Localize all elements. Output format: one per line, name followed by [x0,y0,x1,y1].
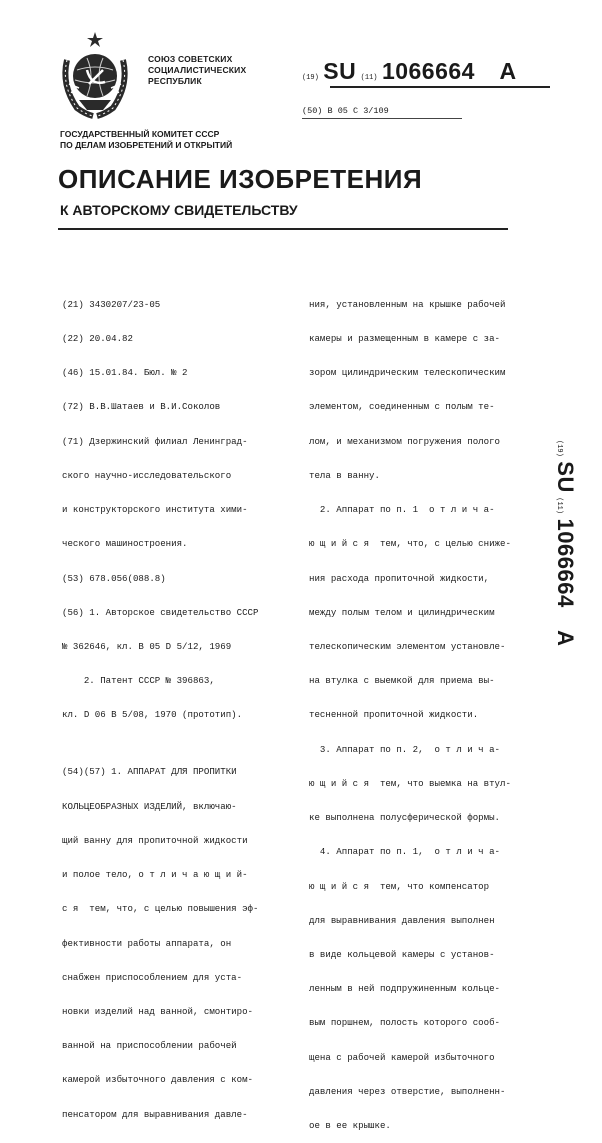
text-line: на втулка с выемкой для приема вы- [309,675,495,687]
text-line: 3. Аппарат по п. 2, о т л и ч а- [309,743,500,755]
left-column [62,276,258,1131]
text-line: вым поршнем, полость которого сооб- [309,1017,500,1029]
text-line: (22) 20.04.82 [62,333,133,345]
text-line: ю щ и й с я тем, что, с целью сниже- [309,538,511,550]
committee-name [60,129,232,151]
ipc-rule [302,118,462,119]
text-line: (54)(57) 1. АППАРАТ ДЛЯ ПРОПИТКИ [62,766,237,778]
text-line: щена с рабочей камерой избыточного [309,1051,495,1063]
vertical-kind: A [553,630,578,647]
org-name [148,54,246,87]
text-line: с я тем, что, с целью повышения эф- [62,903,259,915]
patent-country: SU [323,58,357,84]
text-line: КОЛЬЦЕОБРАЗНЫХ ИЗДЕЛИЙ, включаю- [62,800,237,812]
text-line: 2. Аппарат по п. 1 о т л и ч а- [309,504,495,516]
committee-line: ПО ДЕЛАМ ИЗОБРЕТЕНИЙ И ОТКРЫТИЙ [60,140,233,150]
text-line: 2. Патент СССР № 396863, [62,675,215,687]
text-line: и полое тело, о т л и ч а ю щ и й- [62,869,248,881]
text-line: зором цилиндрическим телескопическим [309,367,506,379]
vertical-country: SU [553,461,578,493]
document-title: ОПИСАНИЕ ИЗОБРЕТЕНИЯ [58,164,423,194]
org-line: СОЦИАЛИСТИЧЕСКИХ [148,65,247,75]
text-line: ю щ и й с я тем, что выемка на втул- [309,777,511,789]
text-line: (71) Дзержинский филиал Ленинград- [62,435,248,447]
text-line: элементом, соединенным с полым те- [309,401,495,413]
text-line: ю щ и й с я тем, что компенсатор [309,880,490,892]
vertical-code-19: (19) [555,440,563,457]
text-line: ния, установленным на крышке рабочей [309,298,506,310]
text-line: щий ванну для пропиточной жидкости [62,834,248,846]
patent-underline [330,86,550,88]
patent-number: 1066664 [381,58,475,84]
text-line: тесненной пропиточной жидкости. [309,709,479,721]
text-line: камеры и размещенным в камере с за- [309,333,500,345]
document-subtitle: К АВТОРСКОМУ СВИДЕТЕЛЬСТВУ [60,202,298,218]
code-19: (19) [302,74,319,82]
text-line: (21) 3430207/23-05 [62,298,161,310]
vertical-code-11: (11) [555,497,563,515]
text-line: (46) 15.01.84. Бюл. № 2 [62,367,188,379]
text-line: телескопическим элементом установле- [309,641,506,652]
patent-kind: A [499,58,517,84]
text-line: давления через отверстие, выполненн- [309,1085,506,1097]
ipc-classification [302,106,389,116]
text-line: ческого машиностроения. [62,538,188,550]
text-line: тела в ванну. [309,469,380,481]
text-line: между полым телом и цилиндрическим [309,606,495,618]
text-line: снабжен приспособлением для уста- [62,971,243,983]
text-line: фективности работы аппарата, он [62,937,232,949]
text-line: (53) 678.056(088.8) [62,572,166,584]
text-line: ое в ее крышке. [309,1120,391,1132]
text-line: ленным в ней подпружиненным кольце- [309,983,500,995]
text-line: ского научно-исследовательского [62,469,232,481]
header-divider [58,228,508,230]
text-line: кл. D 06 В 5/08, 1970 (прототип). [62,709,243,721]
vertical-number-text [552,440,578,646]
org-line: РЕСПУБЛИК [148,76,202,86]
text-line: 4. Аппарат по п. 1, о т л и ч а- [309,846,500,858]
text-line: для выравнивания давления выполнен [309,914,495,926]
text-line: лом, и механизмом погружения полого [309,435,500,447]
right-column [309,276,511,1143]
vertical-number: 1066664 [553,518,578,608]
vertical-patent-number [553,440,578,670]
patent-number-header [302,58,516,85]
code-11: (11) [360,74,378,82]
text-line: ке выполнена полусферической формы. [309,812,500,824]
text-line: камерой избыточного давления с ком- [62,1074,253,1086]
text-line: в виде кольцевой камеры с установ- [309,948,495,960]
text-line: ния расхода пропиточной жидкости, [309,572,490,584]
org-line: СОЮЗ СОВЕТСКИХ [148,54,233,64]
text-line: (72) В.В.Шатаев и В.И.Соколов [62,401,221,413]
text-line: ванной на приспособлении рабочей [62,1040,237,1052]
text-line: и конструкторского института хими- [62,504,248,516]
committee-line: ГОСУДАРСТВЕННЫЙ КОМИТЕТ СССР [60,129,220,139]
ipc-text: (50) В 05 С 3/109 [302,106,389,116]
text-line: № 362646, кл. В 05 D 5/12, 1969 [62,641,232,652]
text-line: новки изделий над ванной, смонтиро- [62,1006,253,1017]
ussr-emblem-icon [57,30,133,120]
text-line: (56) 1. Авторское свидетельство СССР [62,606,259,618]
text-line: пенсатором для выравнивания давле- [62,1108,248,1120]
